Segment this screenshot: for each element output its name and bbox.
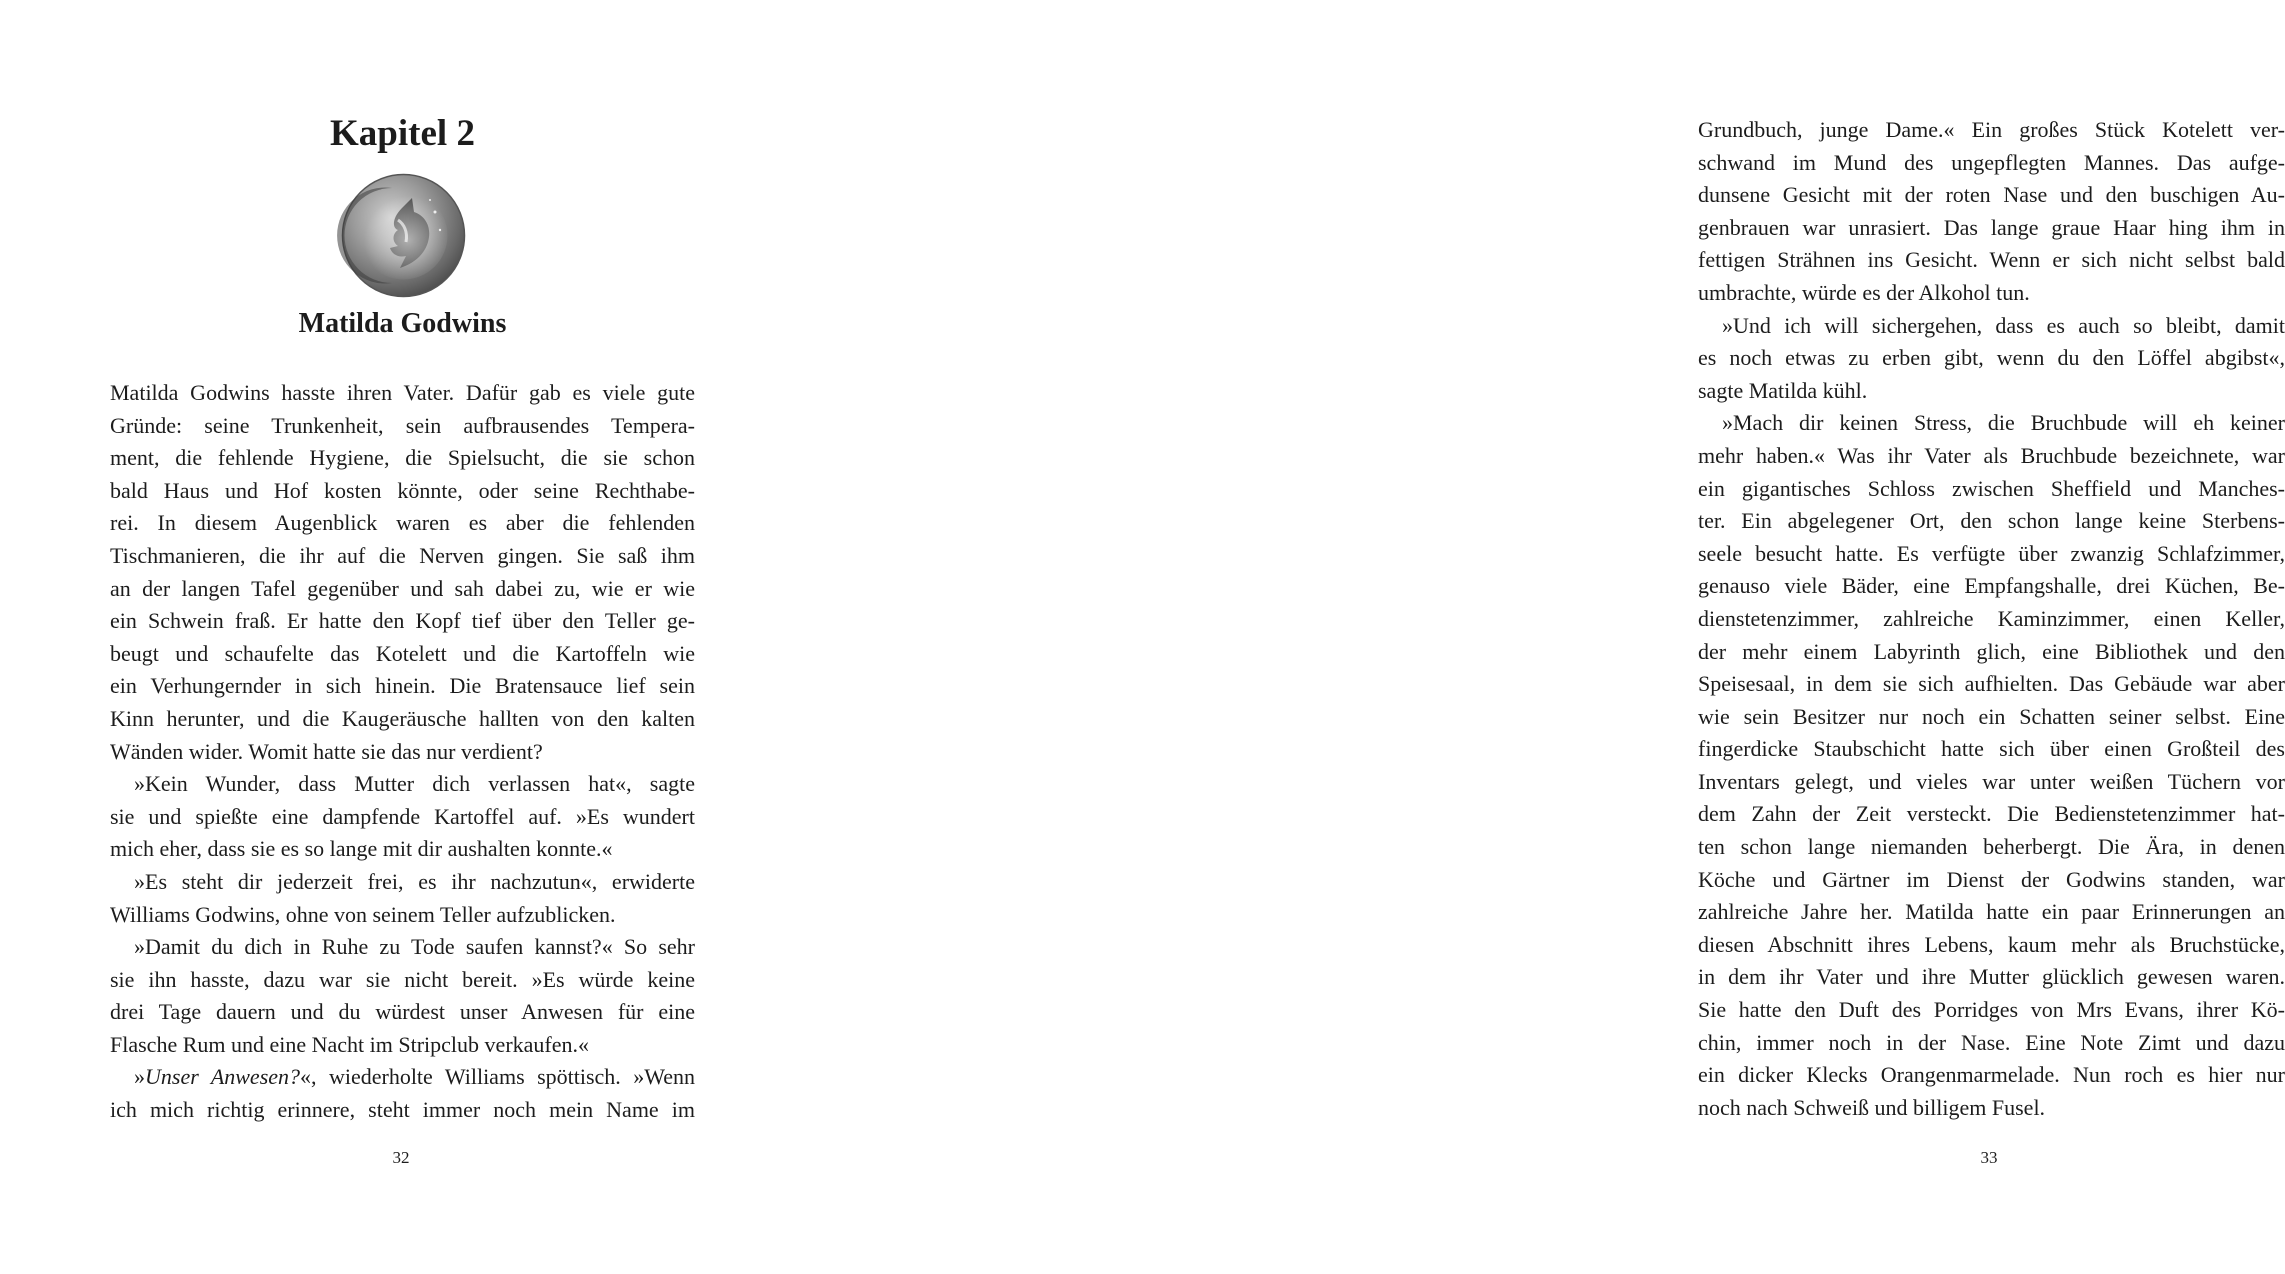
text-line: zahlreiche Jahre her. Matilda hatte ein paar Erinnerungen an (1698, 899, 2285, 925)
text-line: in dem ihr Vater und ihre Mutter glücklich gewesen waren. (1698, 964, 2285, 990)
text-line: ein Verhungernder in sich hinein. Die Bratensauce lief sein (110, 673, 695, 699)
text-line: schwand im Mund des ungepflegten Mannes. Das aufge- (1698, 149, 2285, 175)
italic-phrase: Unser Anwesen? (145, 1064, 301, 1090)
text-line: fingerdicke Staubschicht hatte sich über einen Großteil des (1698, 736, 2285, 762)
left-body-text (110, 377, 695, 1127)
text-line: sie und spießte eine dampfende Kartoffel auf. »Es wundert (110, 803, 695, 829)
moon-fox-emblem-icon (340, 172, 467, 299)
chapter-title: Kapitel 2 (330, 113, 475, 154)
text-line: Williams Godwins, ohne von seinem Teller aufzublicken. (110, 901, 616, 927)
text-line: umbrachte, würde es der Alkohol tun. (1698, 279, 2030, 305)
text-line: seele besucht hatte. Es verfügte über zwanzig Schlafzimmer, (1698, 540, 2285, 566)
text-line: Sie hatte den Duft des Porridges von Mrs Evans, ihrer Kö- (1698, 997, 2285, 1023)
text-line: beugt und schaufelte das Kotelett und die Kartoffeln wie (110, 640, 695, 666)
text-line: Köche und Gärtner im Dienst der Godwins standen, war (1698, 866, 2285, 892)
text-line: ein dicker Klecks Orangenmarmelade. Nun roch es hier nur (1698, 1062, 2285, 1088)
text-line: dunsene Gesicht mit der roten Nase und den buschigen Au- (1698, 182, 2285, 208)
text-line: rei. In diesem Augenblick waren es aber die fehlenden (110, 510, 695, 536)
text-line: »Kein Wunder, dass Mutter dich verlassen hat«, sagte (134, 771, 695, 797)
text-line: Inventars gelegt, und vieles war unter weißen Tüchern vor (1698, 768, 2285, 794)
text-line: dem Zahn der Zeit versteckt. Die Bedienstetenzimmer hat- (1698, 801, 2285, 827)
text-line: der mehr einem Labyrinth glich, eine Bibliothek und den (1698, 638, 2285, 664)
text-line: »Es steht dir jederzeit frei, es ihr nachzutun«, erwiderte (134, 868, 695, 894)
text-line: ment, die fehlende Hygiene, die Spielsucht, die sie schon (110, 445, 695, 471)
text-line: ich mich richtig erinnere, steht immer noch mein Name im (110, 1097, 695, 1123)
chapter-subtitle: Matilda Godwins (298, 308, 507, 339)
text-line: Gründe: seine Trunkenheit, sein aufbrausendes Tempera- (110, 412, 695, 438)
right-page (800, 0, 2285, 1274)
text-line: chin, immer noch in der Nase. Eine Note Zimt und dazu (1698, 1029, 2285, 1055)
text-line: drei Tage dauern und du würdest unser Anwesen für eine (110, 999, 695, 1025)
text-line: Kinn herunter, und die Kaugeräusche hallten von den kalten (110, 705, 695, 731)
text-line: wie sein Besitzer nur noch ein Schatten seiner selbst. Eine (1698, 703, 2285, 729)
text-line: genauso viele Bäder, eine Empfangshalle, drei Küchen, Be- (1698, 573, 2285, 599)
text-line: »Mach dir keinen Stress, die Bruchbude will eh keiner (1722, 410, 2285, 436)
text-line: dienstetenzimmer, zahlreiche Kaminzimmer, einen Keller, (1698, 605, 2285, 631)
text-line: es noch etwas zu erben gibt, wenn du den Löffel abgibst«, (1698, 345, 2285, 371)
text-line: Grundbuch, junge Dame.« Ein großes Stück Kotelett ver- (1698, 117, 2285, 142)
text-line: genbrauen war unrasiert. Das lange graue Haar hing ihm in (1698, 214, 2285, 240)
text-line: diesen Abschnitt ihres Lebens, kaum mehr als Bruchstücke, (1698, 931, 2285, 957)
page-number: 33 (1980, 1148, 1998, 1167)
left-page (0, 0, 800, 1274)
text-line: ein gigantisches Schloss zwischen Sheffield und Manches- (1698, 475, 2285, 501)
text-line: bald Haus und Hof kosten könnte, oder seine Rechthabe- (110, 477, 695, 503)
text-line: mehr haben.« Was ihr Vater als Bruchbude bezeichnete, war (1698, 442, 2285, 468)
text-line: »Damit du dich in Ruhe zu Tode saufen kannst?« So sehr (134, 934, 695, 960)
text-line: ein Schwein fraß. Er hatte den Kopf tief über den Teller ge- (110, 608, 695, 634)
text-line: noch nach Schweiß und billigem Fusel. (1698, 1094, 2046, 1120)
right-body-text (1698, 114, 2285, 1124)
text-line: Flasche Rum und eine Nacht im Stripclub verkaufen.« (110, 1031, 589, 1057)
text-line: ten schon lange niemanden beherbergt. Die Ära, in denen (1698, 834, 2285, 860)
text-line: Matilda Godwins hasste ihren Vater. Dafür gab es viele gute (110, 380, 695, 405)
text-line-italic-start: »Unser Anwesen?«, wiederholte Williams spöttisch. »Wenn (134, 1064, 695, 1090)
text-line: ter. Ein abgelegener Ort, den schon lange keine Sterbens- (1698, 508, 2285, 534)
text-line: Wänden wider. Womit hatte sie das nur verdient? (110, 738, 543, 764)
text-line: sie ihn hasste, dazu war sie nicht bereit. »Es würde keine (110, 966, 695, 992)
text-line: mich eher, dass sie es so lange mit dir aushalten konnte.« (110, 836, 613, 862)
text-line: an der langen Tafel gegenüber und sah dabei zu, wie er wie (110, 575, 695, 601)
text-line: Speisesaal, in dem sie sich aufhielten. Das Gebäude war aber (1698, 671, 2285, 697)
text-line: sagte Matilda kühl. (1698, 377, 1868, 403)
text-line: »Und ich will sichergehen, dass es auch so bleibt, damit (1722, 312, 2285, 338)
page-number: 32 (392, 1148, 410, 1167)
text-line: fettigen Strähnen ins Gesicht. Wenn er sich nicht selbst bald (1698, 247, 2285, 273)
text-line: Tischmanieren, die ihr auf die Nerven gingen. Sie saß ihm (110, 542, 695, 568)
